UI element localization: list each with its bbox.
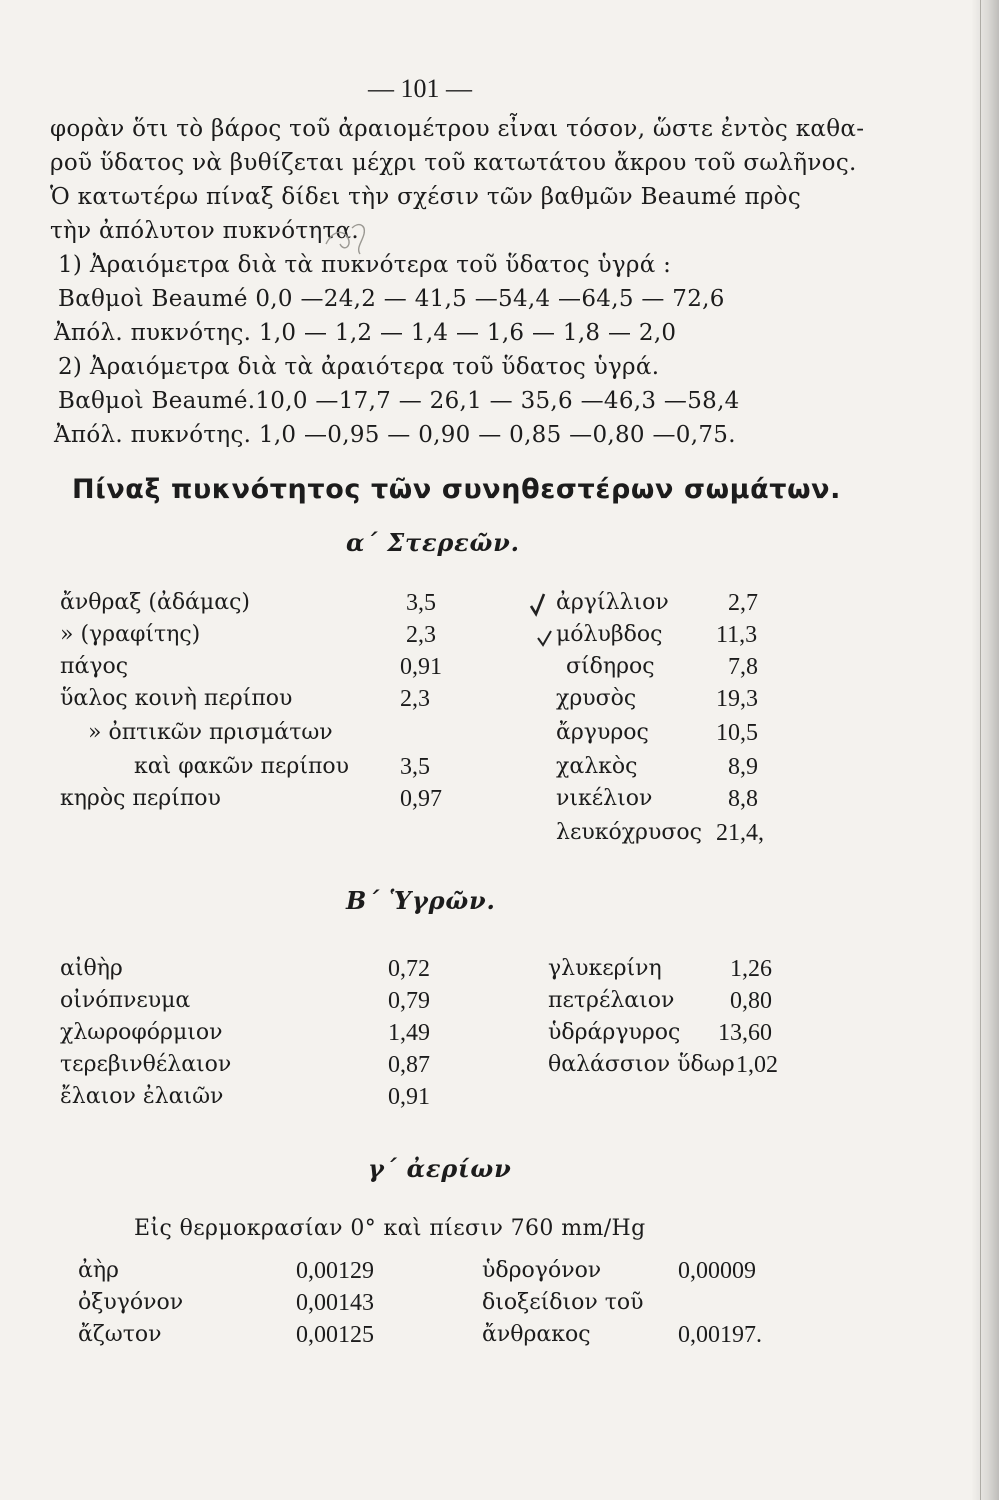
solid-value: 8,9: [728, 754, 758, 780]
solid-value: 7,8: [728, 654, 758, 680]
solid-value: 0,91: [400, 654, 442, 680]
intro-line: φορὰν ὅτι τὸ βάρος τοῦ ἀραιομέτρου εἶναι τόσον, ὥστε ἐντὸς καθα-: [50, 116, 865, 142]
solid-name: μόλυβδος: [556, 622, 663, 647]
solid-name: χαλκὸς: [556, 754, 638, 779]
gas-value: 0,00143: [296, 1290, 374, 1316]
gas-value: 0,00197.: [678, 1322, 762, 1348]
liquid-name: ἔλαιον ἐλαιῶν: [60, 1084, 224, 1109]
page-edge-shadow: [971, 0, 999, 1500]
intro-line: ροῦ ὕδατος νὰ βυθίζεται μέχρι τοῦ κατωτάτου ἄκρου τοῦ σωλῆνος.: [50, 150, 857, 176]
gas-value: 0,00009: [678, 1258, 756, 1284]
gas-name: ὀξυγόνον: [78, 1290, 184, 1315]
solid-name: καὶ φακῶν περίπου: [134, 754, 350, 779]
liquid-value: 13,60: [718, 1020, 772, 1046]
pencil-annotation-mark: [318, 214, 378, 258]
liquid-value: 0,87: [388, 1052, 430, 1078]
solid-value: 11,3: [716, 622, 758, 648]
gas-value: 0,00129: [296, 1258, 374, 1284]
intro-line: Ἀπόλ. πυκνότης. 1,0 —0,95 — 0,90 — 0,85 —0,80 —0,75.: [54, 422, 736, 448]
liquids-section-title: Β΄ Ὑγρῶν.: [346, 886, 496, 915]
liquid-name: αἰθὴρ: [60, 956, 123, 981]
solid-name: νικέλιον: [556, 786, 653, 811]
gas-name: ἀὴρ: [78, 1258, 119, 1283]
solid-name: πάγος: [60, 654, 129, 679]
liquid-name: οἰνόπνευμα: [60, 988, 191, 1013]
solid-value: 2,3: [400, 686, 430, 712]
solid-name: λευκόχρυσος: [556, 820, 702, 845]
liquid-value: 0,91: [388, 1084, 430, 1110]
intro-line: 2) Ἀραιόμετρα διὰ τὰ ἀραιότερα τοῦ ὕδατος ὑγρά.: [58, 354, 660, 380]
liquid-value: 0,80: [730, 988, 772, 1014]
solid-value: 19,3: [716, 686, 758, 712]
pencil-check-icon: [536, 628, 554, 648]
solid-name: χρυσὸς: [556, 686, 637, 711]
table-title: Πίναξ πυκνότητος τῶν συνηθεστέρων σωμάτων.: [72, 474, 842, 505]
solid-name: σίδηρος: [566, 654, 655, 679]
liquid-value: 0,79: [388, 988, 430, 1014]
intro-line: τὴν ἀπόλυτον πυκνότητα.: [50, 218, 359, 244]
gas-name: ἄνθρακος: [482, 1322, 591, 1347]
liquid-value: 1,26: [730, 956, 772, 982]
solid-value: 2,7: [728, 590, 758, 616]
gas-name: ὑδρογόνον: [482, 1258, 602, 1283]
liquid-name: ὑδράργυρος: [548, 1020, 681, 1045]
gases-conditions: Εἰς θερμοκρασίαν 0° καὶ πίεσιν 760 mm/Hg: [134, 1216, 646, 1241]
intro-line: Βαθμοὶ Beaumé 0,0 —24,2 — 41,5 —54,4 —64,5 — 72,6: [58, 286, 725, 312]
gas-name: ἄζωτον: [78, 1322, 162, 1347]
gas-value: 0,00125: [296, 1322, 374, 1348]
intro-line: Βαθμοὶ Beaumé.10,0 —17,7 — 26,1 — 35,6 —46,3 —58,4: [58, 388, 740, 414]
page-number: — 101 —: [368, 74, 472, 103]
solid-value: 21,4,: [716, 820, 764, 846]
liquid-name: τερεβινθέλαιον: [60, 1052, 232, 1077]
gases-section-title: γ΄ ἀερίων: [368, 1154, 512, 1183]
solids-section-title: α΄ Στερεῶν.: [346, 528, 520, 557]
liquid-name: πετρέλαιον: [548, 988, 675, 1013]
liquid-name: χλωροφόρμιον: [60, 1020, 223, 1045]
liquid-value: 1,49: [388, 1020, 430, 1046]
solid-name: ἄνθραξ (ἀδάμας): [60, 590, 250, 615]
liquid-name: θαλάσσιον ὕδωρ: [548, 1052, 735, 1077]
solid-value: 10,5: [716, 720, 758, 746]
intro-line: 1) Ἀραιόμετρα διὰ τὰ πυκνότερα τοῦ ὕδατος ὑγρά :: [58, 252, 672, 278]
liquid-value: 1,02: [736, 1052, 778, 1078]
solid-name: » (γραφίτης): [60, 622, 201, 647]
solid-name: ἄργυρος: [556, 720, 649, 745]
solid-value: 2,3: [406, 622, 436, 648]
solid-value: 8,8: [728, 786, 758, 812]
solid-value: 3,5: [400, 754, 430, 780]
intro-line: Ἀπόλ. πυκνότης. 1,0 — 1,2 — 1,4 — 1,6 — 1,8 — 2,0: [54, 320, 677, 346]
solid-name: ὕαλος κοινὴ περίπου: [60, 686, 293, 711]
liquid-name: γλυκερίνη: [548, 956, 662, 981]
solid-name: κηρὸς περίπου: [60, 786, 221, 811]
solid-name: » ὀπτικῶν πρισμάτων: [88, 720, 333, 745]
liquid-value: 0,72: [388, 956, 430, 982]
solid-value: 0,97: [400, 786, 442, 812]
intro-line: Ὁ κατωτέρω πίναξ δίδει τὴν σχέσιν τῶν βαθμῶν Beaumé πρὸς: [50, 184, 802, 210]
pencil-check-icon: [528, 592, 548, 618]
solid-name: ἀργίλλιον: [556, 590, 669, 615]
solid-value: 3,5: [406, 590, 436, 616]
gas-name: διοξείδιον τοῦ: [482, 1290, 644, 1315]
